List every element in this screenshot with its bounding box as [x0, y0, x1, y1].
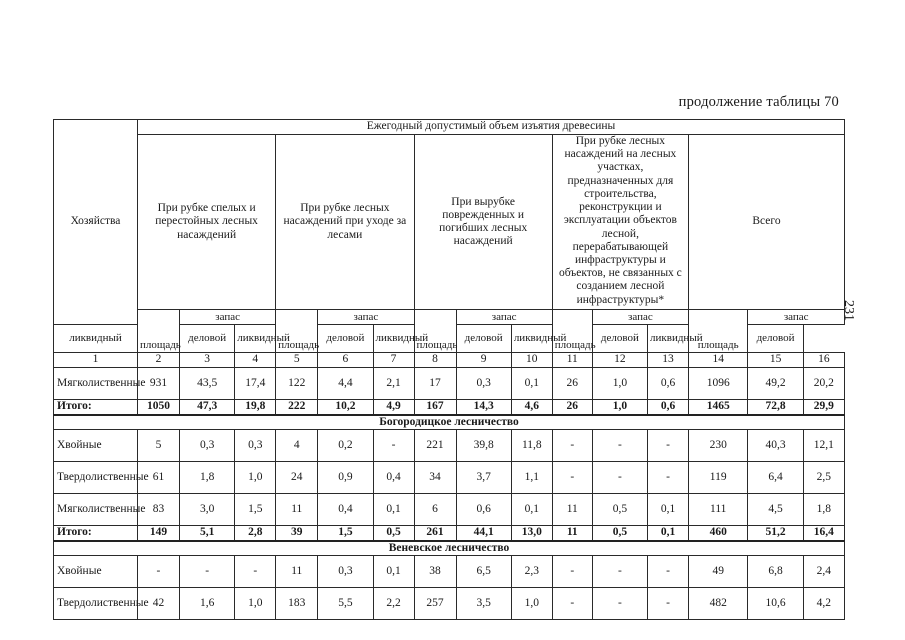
table-cell: 1,5 [318, 526, 373, 541]
table-cell: 5,5 [318, 588, 373, 620]
table-cell: 1,1 [511, 462, 552, 494]
farm-name: Мягколиственные [54, 494, 138, 526]
table-row [54, 462, 845, 494]
area-header: площадь [414, 310, 456, 353]
column-number: 1 [54, 353, 138, 368]
column-number: 16 [803, 353, 844, 368]
table-cell: 2,4 [803, 556, 844, 588]
table-cell: 1,0 [235, 588, 276, 620]
table-row [54, 588, 845, 620]
area-header: площадь [276, 310, 318, 353]
table-cell: 4,4 [318, 368, 373, 400]
table-cell: - [648, 588, 689, 620]
table-cell: - [592, 556, 647, 588]
table-cell: 2,5 [803, 462, 844, 494]
liquid-header: ликвидный [511, 325, 552, 353]
table-cell: 11 [276, 494, 318, 526]
table-cell: 0,5 [592, 494, 647, 526]
table-cell: 43,5 [179, 368, 234, 400]
table-cell: 1050 [137, 400, 179, 415]
column-number: 14 [689, 353, 748, 368]
table-cell: 4,5 [748, 494, 803, 526]
table-cell: 111 [689, 494, 748, 526]
stock-header: запас [592, 310, 688, 325]
farm-name: Хвойные [54, 556, 138, 588]
main-header: Ежегодный допустимый объем изъятия древесины [137, 120, 844, 135]
column-number: 15 [748, 353, 803, 368]
group-header-4: При рубке лесных насаждений на лесных участках, предназначенных для строительства, реконструкции и эксплуатации объектов лесной, перерабатывающей инфраструктуры и объектов, не связанных с созданием лесной инфраструктуры* [552, 135, 688, 310]
table-cell: 6,5 [456, 556, 511, 588]
table-cell: 5 [137, 430, 179, 462]
commercial-header: деловой [456, 325, 511, 353]
table-cell: 26 [552, 368, 592, 400]
group-header-2: При рубке лесных насаждений при уходе за лесами [276, 135, 414, 310]
column-number: 4 [235, 353, 276, 368]
farm-name: Твердолиственные [54, 462, 138, 494]
table-cell: 257 [414, 588, 456, 620]
commercial-header: деловой [318, 325, 373, 353]
table-cell: 11,8 [511, 430, 552, 462]
table-cell: 20,2 [803, 368, 844, 400]
area-header: площадь [689, 310, 748, 353]
table-cell: 1,8 [179, 462, 234, 494]
table-cell: - [648, 556, 689, 588]
table-cell: 4 [276, 430, 318, 462]
table-cell: 10,6 [748, 588, 803, 620]
table-cell: 17,4 [235, 368, 276, 400]
table-cell: 0,2 [318, 430, 373, 462]
group-header-3: При вырубке поврежденных и погибших лесных насаждений [414, 135, 552, 310]
table-cell: 39 [276, 526, 318, 541]
table-cell: - [592, 588, 647, 620]
table-cell: 1,5 [235, 494, 276, 526]
table-cell: 6 [414, 494, 456, 526]
table-cell: 482 [689, 588, 748, 620]
table-cell: 4,6 [511, 400, 552, 415]
table-cell: 11 [552, 526, 592, 541]
table-cell: 3,0 [179, 494, 234, 526]
table-cell: 460 [689, 526, 748, 541]
table-cell: 0,1 [648, 526, 689, 541]
table-cell: 49,2 [748, 368, 803, 400]
table-cell: - [552, 462, 592, 494]
table-cell: 24 [276, 462, 318, 494]
table-cell: 26 [552, 400, 592, 415]
table-cell: - [179, 556, 234, 588]
total-row [54, 400, 845, 415]
page-number: 231 [841, 300, 856, 321]
table-cell: 38 [414, 556, 456, 588]
farm-name: Мягколиственные [54, 368, 138, 400]
table-cell: - [137, 556, 179, 588]
table-cell: 34 [414, 462, 456, 494]
area-header: площадь [137, 310, 179, 353]
table-cell: 1,0 [511, 588, 552, 620]
table-cell: 47,3 [179, 400, 234, 415]
group-header-5: Всего [689, 135, 845, 310]
table-continuation-caption: продолжение таблицы 70 [678, 94, 839, 110]
table-cell: 119 [689, 462, 748, 494]
table-cell: 1,0 [592, 400, 647, 415]
table-cell: 72,8 [748, 400, 803, 415]
table-cell: 0,4 [318, 494, 373, 526]
column-number: 9 [456, 353, 511, 368]
stock-header: запас [748, 310, 845, 325]
table-cell: 0,6 [648, 400, 689, 415]
table-cell: 19,8 [235, 400, 276, 415]
table-cell: 0,6 [648, 368, 689, 400]
farm-name: Итого: [54, 526, 138, 541]
farm-name: Хвойные [54, 430, 138, 462]
table-cell: 0,3 [456, 368, 511, 400]
table-cell: 0,5 [373, 526, 414, 541]
table-cell: 11 [552, 494, 592, 526]
column-number: 8 [414, 353, 456, 368]
stock-header: запас [456, 310, 552, 325]
table-cell: 11 [276, 556, 318, 588]
table-cell: 17 [414, 368, 456, 400]
column-number: 7 [373, 353, 414, 368]
table-row [54, 494, 845, 526]
table-cell: 122 [276, 368, 318, 400]
table-cell: 167 [414, 400, 456, 415]
table-cell: 51,2 [748, 526, 803, 541]
table-cell: 0,5 [592, 526, 647, 541]
commercial-header: деловой [179, 325, 234, 353]
table-cell: - [592, 462, 647, 494]
table-cell: 16,4 [803, 526, 844, 541]
group-header-1: При рубке спелых и перестойных лесных насаждений [137, 135, 275, 310]
table-cell: 3,5 [456, 588, 511, 620]
table-cell: 230 [689, 430, 748, 462]
table-cell: - [648, 430, 689, 462]
table-cell: 13,0 [511, 526, 552, 541]
commercial-header: деловой [748, 325, 803, 353]
table-cell: 39,8 [456, 430, 511, 462]
table-cell: 0,1 [511, 494, 552, 526]
table-cell: - [235, 556, 276, 588]
table-cell: 1,0 [592, 368, 647, 400]
column-number: 11 [552, 353, 592, 368]
table-cell: 0,3 [235, 430, 276, 462]
liquid-header: ликвидный [235, 325, 276, 353]
table-cell: 5,1 [179, 526, 234, 541]
table-cell: 0,3 [179, 430, 234, 462]
table-cell: 222 [276, 400, 318, 415]
table-cell: 261 [414, 526, 456, 541]
table-cell: - [373, 430, 414, 462]
table-cell: 1465 [689, 400, 748, 415]
table-cell: 0,9 [318, 462, 373, 494]
column-number: 13 [648, 353, 689, 368]
table-cell: 83 [137, 494, 179, 526]
total-row [54, 526, 845, 541]
department-header: Богородицкое лесничество [54, 415, 845, 430]
table-cell: - [592, 430, 647, 462]
table-cell: 12,1 [803, 430, 844, 462]
table-cell: 0,6 [456, 494, 511, 526]
farm-name: Твердолиственные [54, 588, 138, 620]
table-cell: - [552, 430, 592, 462]
table-cell: 221 [414, 430, 456, 462]
farms-header: Хозяйства [54, 120, 138, 325]
table-cell: 149 [137, 526, 179, 541]
table-cell: 0,1 [373, 494, 414, 526]
area-header: площадь [552, 310, 592, 353]
table-cell: 3,7 [456, 462, 511, 494]
table-cell: 4,9 [373, 400, 414, 415]
column-number: 3 [179, 353, 234, 368]
stock-header: запас [318, 310, 414, 325]
table-cell: 42 [137, 588, 179, 620]
table-cell: - [552, 588, 592, 620]
liquid-header: ликвидный [648, 325, 689, 353]
table-cell: 14,3 [456, 400, 511, 415]
stock-header: запас [179, 310, 275, 325]
table-cell: 4,2 [803, 588, 844, 620]
table-cell: 1,8 [803, 494, 844, 526]
table-cell: 0,4 [373, 462, 414, 494]
table-cell: 1096 [689, 368, 748, 400]
table-cell: 49 [689, 556, 748, 588]
department-header: Веневское лесничество [54, 541, 845, 556]
table-cell: 2,8 [235, 526, 276, 541]
table-cell: 6,8 [748, 556, 803, 588]
table-cell: 2,3 [511, 556, 552, 588]
table-cell: 29,9 [803, 400, 844, 415]
liquid-header: ликвидный [373, 325, 414, 353]
table-cell: 6,4 [748, 462, 803, 494]
table-cell: 1,0 [235, 462, 276, 494]
table-cell: 2,1 [373, 368, 414, 400]
table-cell: 0,3 [318, 556, 373, 588]
column-number: 10 [511, 353, 552, 368]
table-cell: 2,2 [373, 588, 414, 620]
table-row [54, 556, 845, 588]
table-cell: 40,3 [748, 430, 803, 462]
farm-name: Итого: [54, 400, 138, 415]
commercial-header: деловой [592, 325, 647, 353]
column-number: 6 [318, 353, 373, 368]
table-cell: 61 [137, 462, 179, 494]
table-row [54, 430, 845, 462]
table-cell: 0,1 [373, 556, 414, 588]
column-number: 12 [592, 353, 647, 368]
liquid-header: ликвидный [54, 325, 138, 353]
table-cell: 183 [276, 588, 318, 620]
table-row [54, 368, 845, 400]
table-cell: - [552, 556, 592, 588]
table-cell: 1,6 [179, 588, 234, 620]
timber-harvest-table [53, 119, 845, 620]
column-number: 5 [276, 353, 318, 368]
table-cell: - [648, 462, 689, 494]
table-cell: 0,1 [511, 368, 552, 400]
table-cell: 931 [137, 368, 179, 400]
table-cell: 10,2 [318, 400, 373, 415]
table-cell: 0,1 [648, 494, 689, 526]
table-cell: 44,1 [456, 526, 511, 541]
column-number: 2 [137, 353, 179, 368]
